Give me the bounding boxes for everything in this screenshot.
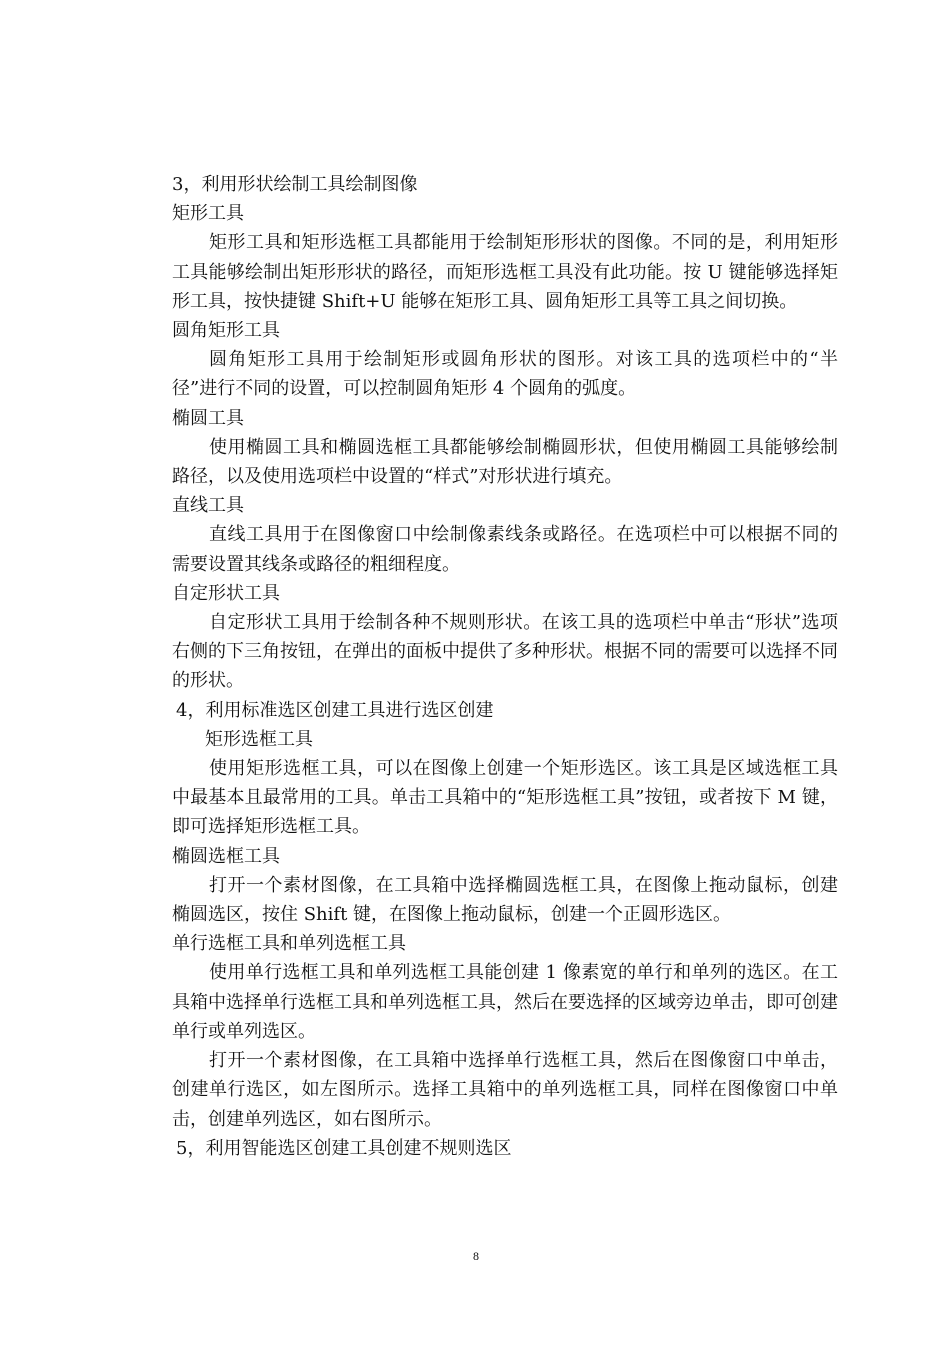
subsection-heading: 自定形状工具 [172,582,280,604]
subsection-heading: 圆角矩形工具 [172,320,280,342]
document-body [172,170,838,1163]
subsection-heading: 椭圆工具 [172,407,244,429]
paragraph: 自定形状工具用于绘制各种不规则形状。在该工具的选项栏中单击“形状”选项右侧的下三角按钮，在弹出的面板中提供了多种形状。根据不同的需要可以选择不同的形状。 [172,612,838,692]
section-heading: 4，利用标准选区创建工具进行选区创建 [176,699,494,721]
paragraph: 圆角矩形工具用于绘制矩形或圆角形状的图形。对该工具的选项栏中的“半径”进行不同的设置，可以控制圆角矩形 4 个圆角的弧度。 [172,349,838,400]
subsection-heading: 椭圆选框工具 [172,845,280,867]
paragraph: 打开一个素材图像，在工具箱中选择单行选框工具，然后在图像窗口中单击，创建单行选区，如左图所示。选择工具箱中的单列选框工具，同样在图像窗口中单击，创建单列选区，如右图所示。 [172,1050,838,1130]
section-heading: 3，利用形状绘制工具绘制图像 [172,174,418,195]
paragraph: 矩形工具和矩形选框工具都能用于绘制矩形形状的图像。不同的是，利用矩形工具能够绘制出矩形形状的路径，而矩形选框工具没有此功能。按 U 键能够选择矩形工具，按快捷键 Shift+U 能够在矩形工具、圆角矩形工具等工具之间切换。 [172,232,838,312]
section-heading: 5，利用智能选区创建工具创建不规则选区 [176,1137,512,1159]
subsection-heading: 矩形工具 [172,203,244,225]
subsection-heading: 矩形选框工具 [205,728,313,750]
paragraph: 打开一个素材图像，在工具箱中选择椭圆选框工具，在图像上拖动鼠标，创建椭圆选区，按住 Shift 键，在图像上拖动鼠标，创建一个正圆形选区。 [172,874,838,926]
paragraph: 使用椭圆工具和椭圆选框工具都能够绘制椭圆形状，但使用椭圆工具能够绘制路径，以及使用选项栏中设置的“样式”对形状进行填充。 [172,436,838,488]
paragraph: 使用矩形选框工具，可以在图像上创建一个矩形选区。该工具是区域选框工具中最基本且最常用的工具。单击工具箱中的“矩形选框工具”按钮，或者按下 M 键，即可选择矩形选框工具。 [172,758,838,838]
subsection-heading: 单行选框工具和单列选框工具 [172,933,406,955]
paragraph: 使用单行选框工具和单列选框工具能创建 1 像素宽的单行和单列的选区。在工具箱中选择单行选框工具和单列选框工具，然后在要选择的区域旁边单击，即可创建单行或单列选区。 [172,962,838,1042]
paragraph: 直线工具用于在图像窗口中绘制像素线条或路径。在选项栏中可以根据不同的需要设置其线条或路径的粗细程度。 [172,524,838,575]
subsection-heading: 直线工具 [172,495,244,517]
page-number: 8 [473,1249,479,1263]
